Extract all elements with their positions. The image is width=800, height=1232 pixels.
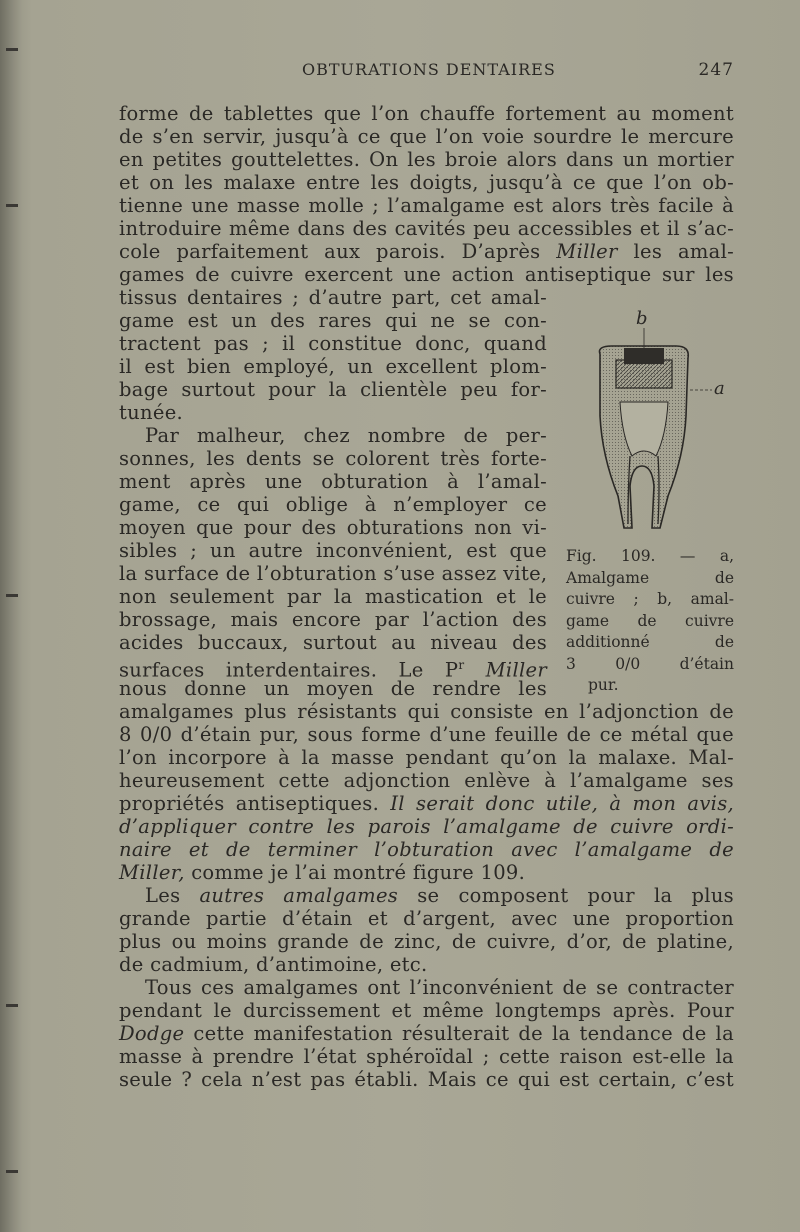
text-line: brossage, mais encore par l’action des (119, 608, 547, 631)
text-line: 8 0/0 d’étain pur, sous forme d’une feuille de ce métal que (119, 723, 734, 746)
text-line: de cadmium, d’antimoine, etc. (119, 953, 428, 976)
text-line (145, 884, 734, 907)
text-line: moyen que pour des obturations non vi- (119, 516, 547, 539)
text-line: Par malheur, chez nombre de per- (145, 424, 547, 447)
text-span: comme je l’ai montré figure 109. (191, 861, 526, 884)
text-line: ment après une obturation à l’amal- (119, 470, 547, 493)
text-line: game est un des rares qui ne se con- (119, 309, 547, 332)
text-span: surfaces interdentaires. Le P (119, 658, 459, 682)
italic-span: Il serait donc utile, à mon avis, (390, 792, 735, 815)
text-line: en petites gouttelettes. On les broie alors dans un mortier (119, 148, 734, 171)
caption-line: Fig. 109. — a, (566, 547, 734, 565)
figure-label-a: a (714, 378, 725, 399)
text-line: tractent pas ; il constitue donc, quand (119, 332, 547, 355)
author-name: Miller, (119, 861, 185, 884)
superscript: r (458, 658, 465, 672)
text-line: introduire même dans des cavités peu accessibles et il s’ac- (119, 217, 734, 240)
text-line: game, ce qui oblige à n’employer ce (119, 493, 547, 516)
text-line: grande partie d’étain et d’argent, avec une proportion (119, 907, 734, 930)
text-line: pendant le durcissement et même longtemps après. Pour (119, 999, 734, 1022)
tooth-illustration (572, 306, 742, 546)
text-line: la surface de l’obturation s’use assez vite, (119, 562, 548, 585)
text-line (119, 240, 734, 263)
text-line: il est bien employé, un excellent plom- (119, 355, 547, 378)
text-line: masse à prendre l’état sphéroïdal ; cette raison est-elle la (119, 1045, 734, 1068)
text-line: l’on incorpore à la masse pendant qu’on la malaxe. Mal- (119, 746, 734, 769)
text-line: amalgames plus résistants qui consiste en l’adjonction de (119, 700, 734, 723)
text-line: tienne une masse molle ; l’amalgame est alors très facile à (119, 194, 734, 217)
filling-a (616, 360, 672, 388)
text-line: nous donne un moyen de rendre les (119, 677, 547, 700)
caption-line: pur. (588, 676, 619, 694)
text-line: games de cuivre exercent une action antiseptique sur les (119, 263, 734, 286)
text-line (119, 792, 734, 815)
text-line: heureusement cette adjonction enlève à l’amalgame ses (119, 769, 734, 792)
caption-line: game de cuivre (566, 611, 734, 630)
caption-line: 3 0/0 d’étain (566, 654, 734, 673)
text-span: cole parfaitement aux parois. D’après (119, 240, 541, 263)
running-title: OBTURATIONS DENTAIRES (302, 60, 556, 79)
text-line: seule ? cela n’est pas établi. Mais ce qui est certain, c’est (119, 1068, 734, 1091)
filling-b (624, 348, 664, 364)
text-line (119, 654, 547, 682)
page-spine (0, 0, 22, 1232)
author-name: Miller (485, 658, 547, 682)
page-number: 247 (698, 60, 734, 80)
text-span: cette manifestation résulterait de la tendance de la (193, 1022, 734, 1045)
text-line: de s’en servir, jusqu’à ce que l’on voie sourdre le mercure (119, 125, 734, 148)
text-line: acides buccaux, surtout au niveau des (119, 631, 547, 654)
author-name: Miller (556, 240, 618, 263)
running-header (120, 60, 734, 86)
figure-label-b: b (636, 308, 648, 329)
author-name: Dodge (119, 1022, 185, 1045)
text-span: Les (145, 884, 181, 907)
text-line: d’appliquer contre les parois l’amalgame de cuivre ordi- (119, 815, 734, 838)
text-line: sonnes, les dents se colorent très forte- (119, 447, 547, 470)
text-line: tunée. (119, 401, 184, 424)
text-line: Tous ces amalgames ont l’inconvénient de se contracter (145, 976, 734, 999)
text-line: forme de tablettes que l’on chauffe fortement au moment (119, 102, 734, 125)
text-line (119, 1022, 734, 1045)
text-span: les amal- (633, 240, 735, 263)
text-line: bage surtout pour la clientèle peu for- (119, 378, 547, 401)
text-span: propriétés antiseptiques. (119, 792, 380, 815)
text-line (119, 861, 734, 884)
caption-line: Amalgame de (566, 568, 734, 587)
text-line: tissus dentaires ; d’autre part, cet amal- (119, 286, 547, 309)
text-span: se composent pour la plus (417, 884, 734, 907)
caption-line: additionné de (566, 633, 734, 651)
text-line: sibles ; un autre inconvénient, est que (119, 539, 547, 562)
text-line: naire et de terminer l’obturation avec l’amalgame de (119, 838, 734, 861)
text-line: et on les malaxe entre les doigts, jusqu’à ce que l’on ob- (119, 171, 734, 194)
caption-line: cuivre ; b, amal- (566, 590, 734, 608)
italic-span: autres amalgames (199, 884, 399, 907)
figure-caption (566, 546, 734, 697)
text-line: plus ou moins grande de zinc, de cuivre, d’or, de platine, (119, 930, 734, 953)
text-line: non seulement par la mastication et le (119, 585, 547, 608)
